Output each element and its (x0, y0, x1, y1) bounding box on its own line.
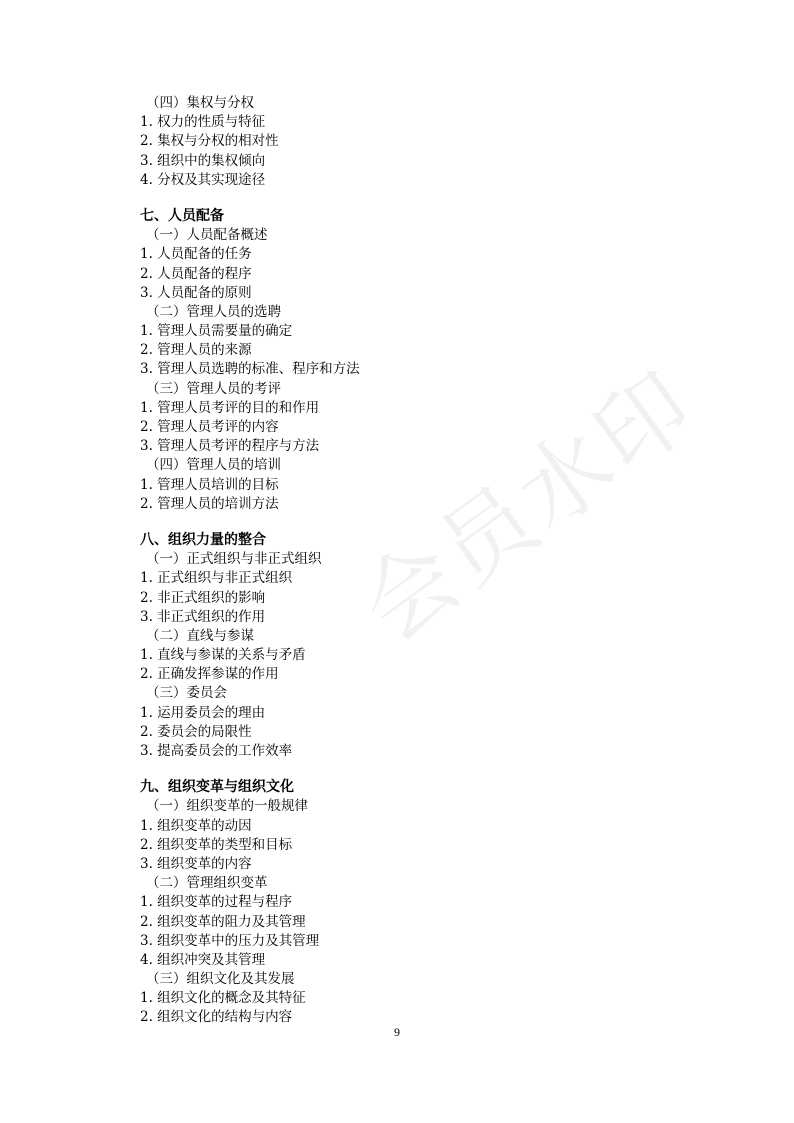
subsection-title: （二）管理组织变革 (146, 875, 268, 892)
list-item: 1. 组织文化的概念及其特征 (140, 990, 306, 1007)
subsection-title: （一）正式组织与非正式组织 (146, 551, 322, 568)
list-item: 2. 委员会的局限性 (140, 723, 252, 740)
list-item: 1. 直线与参谋的关系与矛盾 (140, 647, 306, 664)
list-item: 1. 组织变革的过程与程序 (140, 894, 293, 911)
list-item: 1. 管理人员需要量的确定 (140, 323, 293, 340)
section-heading: 七、人员配备 (140, 207, 224, 224)
list-item: 1. 权力的性质与特征 (140, 114, 266, 131)
list-item: 1. 管理人员考评的目的和作用 (140, 399, 320, 416)
list-item: 2. 人员配备的程序 (140, 265, 252, 282)
watermark: 会员水印 (341, 350, 716, 663)
list-item: 2. 管理人员的培训方法 (140, 495, 279, 512)
section-heading: 九、组织变革与组织文化 (140, 779, 294, 796)
list-item: 1. 管理人员培训的目标 (140, 476, 279, 493)
list-item: 4. 分权及其实现途径 (140, 171, 266, 188)
list-item: 3. 非正式组织的作用 (140, 608, 266, 625)
subsection-title: （一）组织变革的一般规律 (146, 798, 308, 815)
section-heading: 八、组织力量的整合 (140, 531, 266, 548)
list-item: 3. 组织变革的内容 (140, 855, 252, 872)
subsection-title: （三）委员会 (146, 685, 227, 702)
list-item: 2. 组织变革的阻力及其管理 (140, 913, 306, 930)
list-item: 3. 组织中的集权倾向 (140, 152, 266, 169)
list-item: 2. 组织变革的类型和目标 (140, 836, 293, 853)
list-item: 2. 集权与分权的相对性 (140, 133, 279, 150)
subsection-title: （三）组织文化及其发展 (146, 971, 295, 988)
list-item: 2. 正确发挥参谋的作用 (140, 666, 279, 683)
list-item: 3. 管理人员考评的程序与方法 (140, 438, 320, 455)
list-item: 2. 组织文化的结构与内容 (140, 1009, 293, 1026)
list-item: 3. 组织变革中的压力及其管理 (140, 932, 320, 949)
subsection-title: （四）管理人员的培训 (146, 457, 281, 474)
list-item: 1. 运用委员会的理由 (140, 704, 266, 721)
document-body (140, 94, 700, 1028)
list-item: 1. 人员配备的任务 (140, 246, 252, 263)
page-number: 9 (394, 1025, 400, 1039)
list-item: 3. 人员配备的原则 (140, 284, 252, 301)
subsection-title: （二）直线与参谋 (146, 627, 254, 644)
list-item: 2. 管理人员的来源 (140, 342, 252, 359)
subsection-title: （二）管理人员的选聘 (146, 303, 281, 320)
list-item: 1. 组织变革的动因 (140, 817, 252, 834)
subsection-title: （一）人员配备概述 (146, 227, 268, 244)
list-item: 3. 管理人员选聘的标准、程序和方法 (140, 361, 360, 378)
subsection-title: （三）管理人员的考评 (146, 380, 281, 397)
list-item: 1. 正式组织与非正式组织 (140, 570, 293, 587)
list-item: 4. 组织冲突及其管理 (140, 951, 266, 968)
subsection-title: （四）集权与分权 (146, 95, 254, 111)
list-item: 3. 提高委员会的工作效率 (140, 743, 293, 759)
list-item: 2. 管理人员考评的内容 (140, 419, 279, 435)
list-item: 2. 非正式组织的影响 (140, 589, 266, 606)
